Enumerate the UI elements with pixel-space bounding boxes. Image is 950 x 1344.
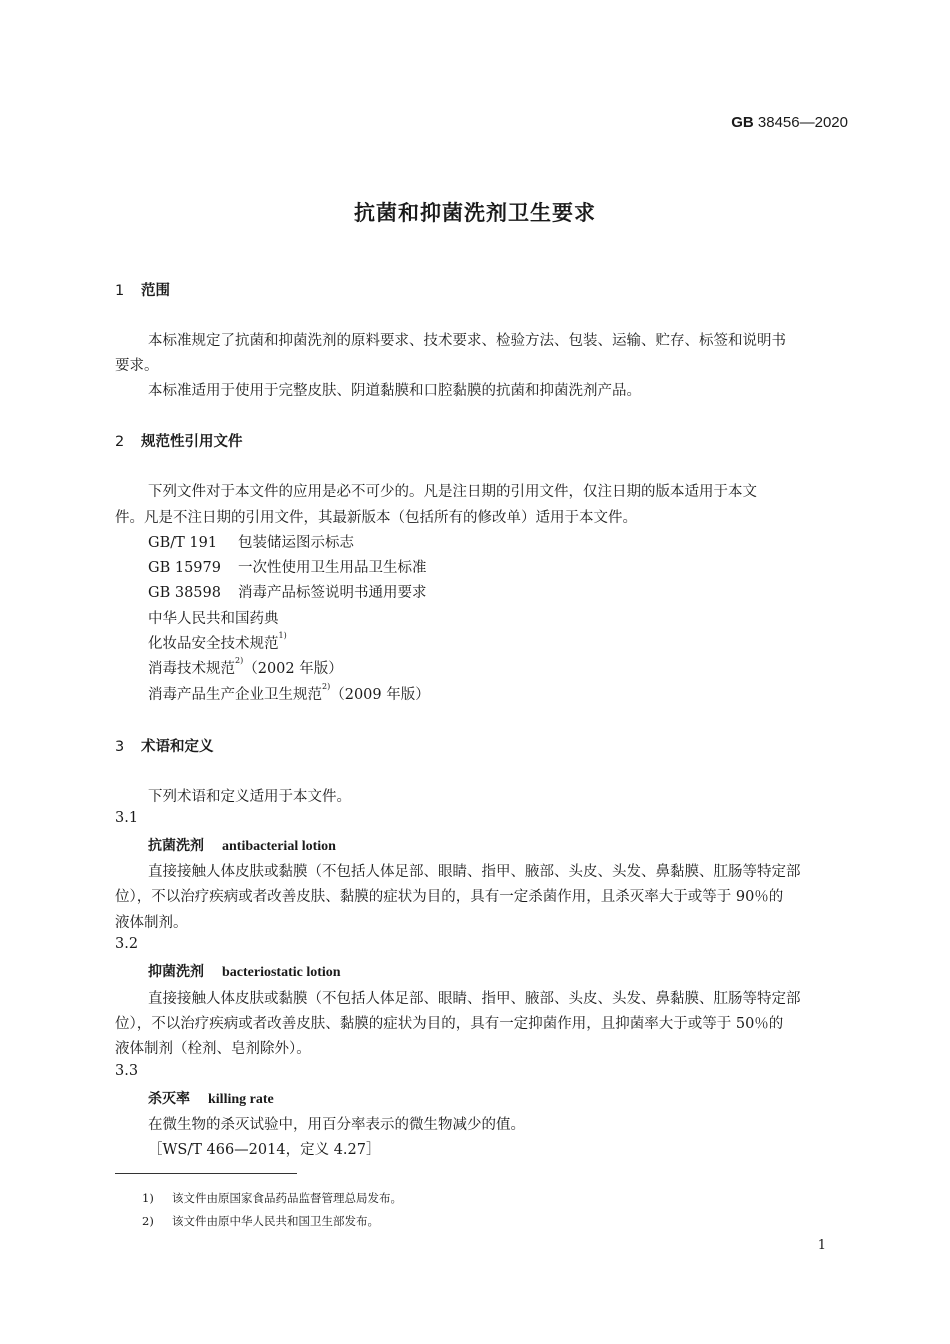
section-1-title: 范围 — [141, 283, 170, 299]
reference-edition: （2002 年版） — [243, 661, 343, 677]
footnote-text: 该文件由原中华人民共和国卫生部发布。 — [172, 1214, 379, 1228]
term-name-en: bacteriostatic lotion — [222, 965, 341, 980]
term-heading — [148, 961, 341, 981]
reference-item-pharmacopoeia: 中华人民共和国药典 — [148, 611, 279, 627]
reference-edition: （2009 年版） — [330, 687, 430, 703]
footnote — [142, 1213, 379, 1229]
section-3-title: 术语和定义 — [141, 739, 214, 755]
footnote-ref: 1) — [278, 631, 287, 640]
section-1-heading — [115, 279, 170, 300]
term-definition-line: 在微生物的杀灭试验中，用百分率表示的微生物减少的值。 — [148, 1117, 525, 1133]
footnote-text: 该文件由原国家食品药品监督管理总局发布。 — [172, 1191, 402, 1205]
section-2-para-line-2: 件。凡是不注日期的引用文件，其最新版本（包括所有的修改单）适用于本文件。 — [115, 510, 637, 526]
reference-title: 包装储运图示标志 — [238, 535, 354, 551]
footnote — [142, 1190, 402, 1206]
reference-title: 一次性使用卫生用品卫生标准 — [238, 560, 427, 576]
section-2-title: 规范性引用文件 — [141, 434, 243, 450]
term-definition-line: 液体制剂（栓剂、皂剂除外）。 — [115, 1041, 311, 1057]
document-title: 抗菌和抑菌洗剂卫生要求 — [354, 201, 596, 225]
reference-item — [148, 556, 427, 577]
section-1-para-2: 本标准适用于使用于完整皮肤、阴道黏膜和口腔黏膜的抗菌和抑菌洗剂产品。 — [148, 383, 641, 399]
term-number: 3.3 — [115, 1063, 139, 1079]
footnote-divider — [115, 1173, 297, 1174]
section-3-intro: 下列术语和定义适用于本文件。 — [148, 789, 351, 805]
reference-code: GB/T 191 — [148, 535, 218, 551]
section-1-para-1-line-1: 本标准规定了抗菌和抑菌洗剂的原料要求、技术要求、检验方法、包装、运输、贮存、标签和说明书 — [148, 333, 786, 349]
section-3-number: 3 — [115, 739, 125, 755]
footnote-mark: 1) — [142, 1191, 154, 1205]
reference-item-disinfection-tech — [148, 657, 343, 678]
reference-item — [148, 581, 427, 602]
page-number: 1 — [817, 1238, 826, 1253]
reference-title: 消毒技术规范 — [148, 661, 235, 677]
section-3-heading — [115, 735, 214, 756]
term-heading — [148, 835, 336, 855]
reference-code: GB 38598 — [148, 585, 221, 601]
standard-number — [731, 114, 848, 131]
term-number: 3.1 — [115, 810, 139, 826]
term-source: ［WS/T 466—2014，定义 4.27］ — [148, 1142, 381, 1158]
footnote-mark: 2) — [142, 1214, 154, 1228]
reference-title: 消毒产品标签说明书通用要求 — [238, 585, 427, 601]
reference-item-cosmetics — [148, 632, 287, 653]
standard-code: 38456—2020 — [757, 114, 848, 131]
section-2-heading — [115, 430, 243, 451]
term-definition-line: 位），不以治疗疾病或者改善皮肤、黏膜的症状为目的，具有一定抑菌作用，且抑菌率大于或等于 50％的 — [115, 1016, 784, 1032]
footnote-ref: 2) — [235, 656, 244, 665]
term-heading — [148, 1088, 274, 1108]
term-definition-line: 直接接触人体皮肤或黏膜（不包括人体足部、眼睛、指甲、腋部、头皮、头发、鼻黏膜、肛肠等特定部 — [148, 864, 801, 880]
reference-item-enterprise-hygiene — [148, 683, 430, 704]
term-name-zh: 抗菌洗剂 — [148, 838, 204, 854]
term-name-en: killing rate — [208, 1092, 274, 1107]
term-name-zh: 抑菌洗剂 — [148, 964, 204, 980]
reference-item — [148, 531, 354, 552]
section-2-para-line-1: 下列文件对于本文件的应用是必不可少的。凡是注日期的引用文件，仅注日期的版本适用于本文 — [148, 484, 757, 500]
term-definition-line: 直接接触人体皮肤或黏膜（不包括人体足部、眼睛、指甲、腋部、头皮、头发、鼻黏膜、肛肠等特定部 — [148, 991, 801, 1007]
section-1-number: 1 — [115, 283, 125, 299]
reference-title: 化妆品安全技术规范 — [148, 636, 279, 652]
term-number: 3.2 — [115, 936, 139, 952]
term-name-en: antibacterial lotion — [222, 839, 336, 854]
term-name-zh: 杀灭率 — [148, 1091, 190, 1107]
term-definition-line: 位），不以治疗疾病或者改善皮肤、黏膜的症状为目的，具有一定杀菌作用，且杀灭率大于或等于 90％的 — [115, 889, 784, 905]
term-definition-line: 液体制剂。 — [115, 915, 188, 931]
reference-title: 消毒产品生产企业卫生规范 — [148, 687, 322, 703]
section-1-para-1-line-2: 要求。 — [115, 358, 159, 374]
section-2-number: 2 — [115, 434, 125, 450]
standard-prefix: GB — [731, 114, 754, 131]
reference-code: GB 15979 — [148, 560, 221, 576]
footnote-ref: 2) — [322, 682, 331, 691]
